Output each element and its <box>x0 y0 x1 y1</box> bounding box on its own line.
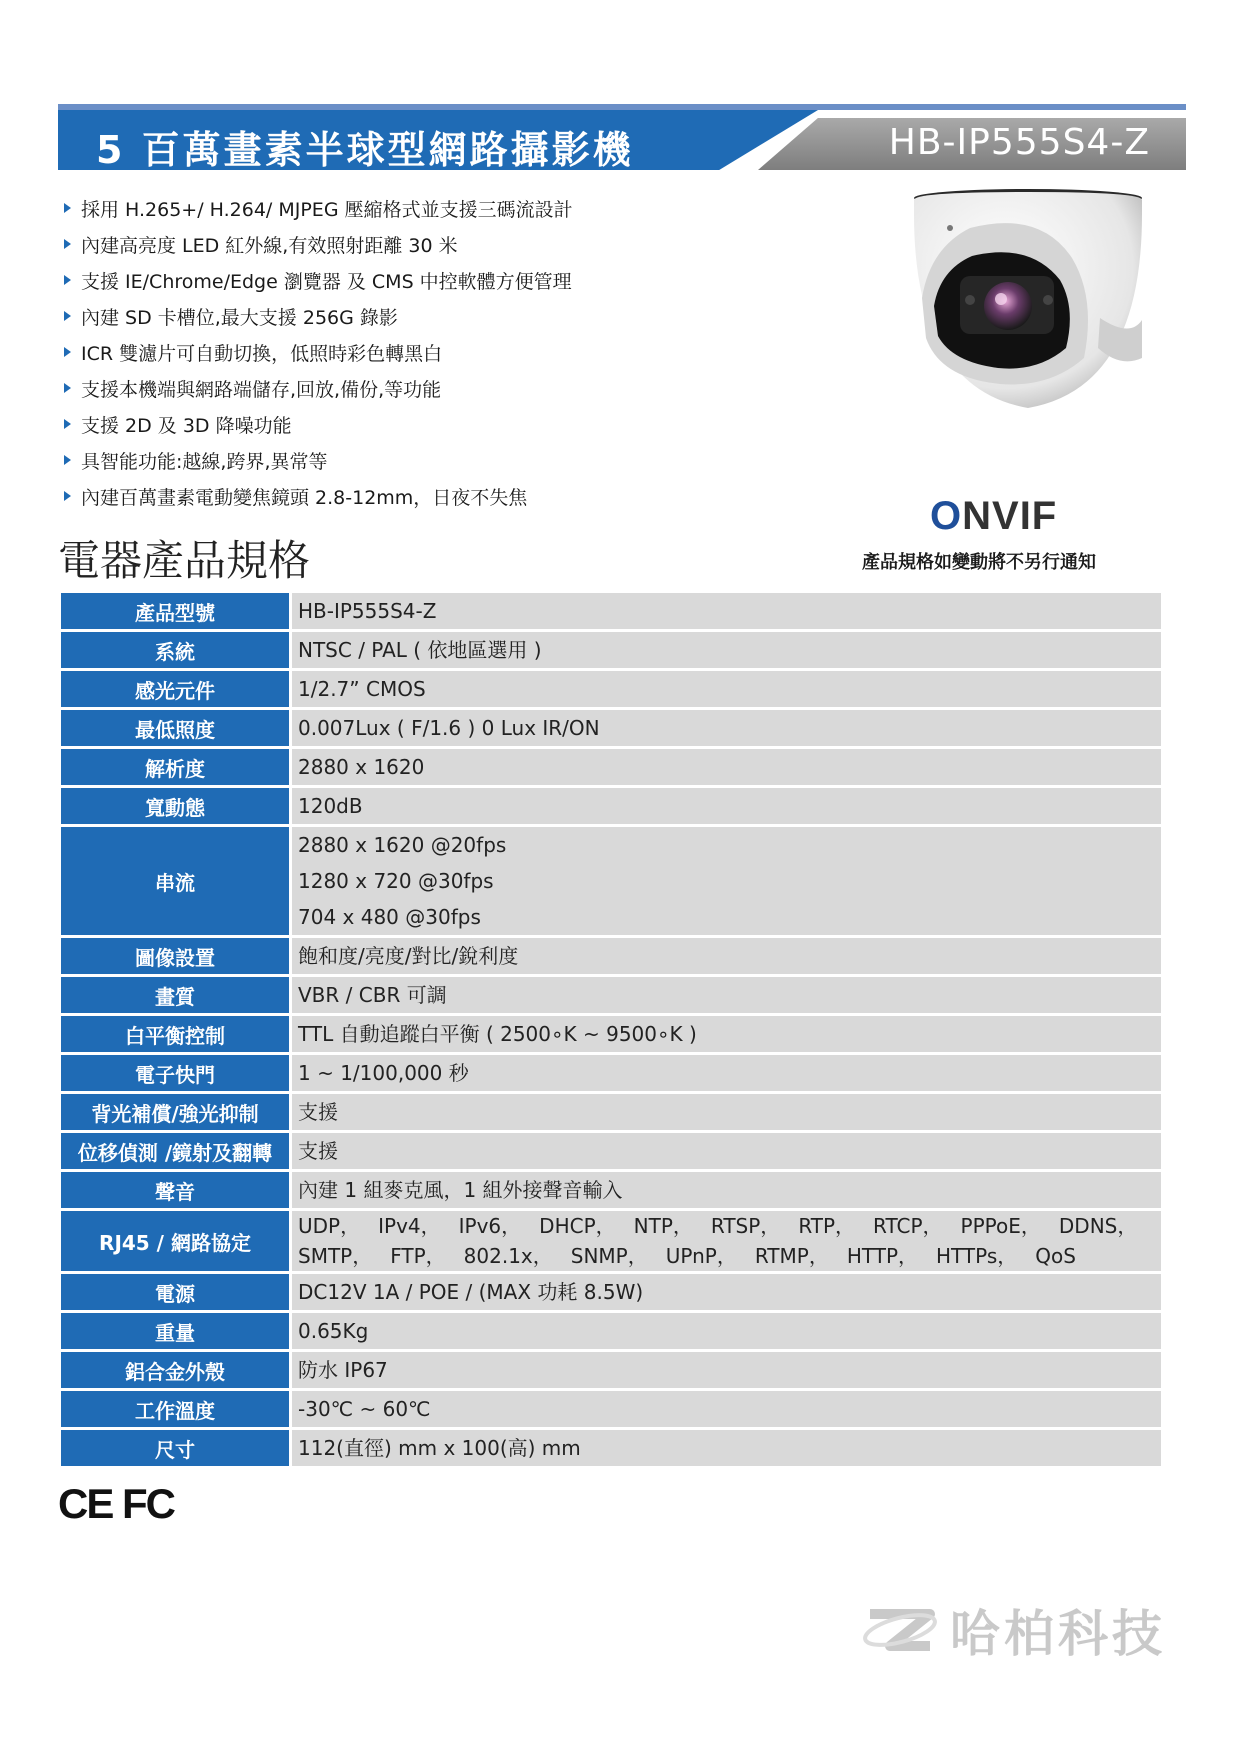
table-row <box>61 827 1161 935</box>
protocol-line-2: SMTP， FTP， 802.1x， SNMP， UPnP， RTMP， HTTP， HTTPs， QoS <box>298 1244 1076 1268</box>
onvif-logo: ONVIF <box>930 494 1058 538</box>
table-row <box>61 1211 1161 1271</box>
spec-label: 最低照度 <box>61 710 289 746</box>
page-title: 5 百萬畫素半球型網路攝影機 <box>96 128 634 172</box>
spec-value <box>292 1211 1161 1271</box>
table-row <box>61 593 1161 629</box>
spec-value: 飽和度/亮度/對比/銳利度 <box>292 938 1161 974</box>
spec-value: 支援 <box>292 1133 1161 1169</box>
spec-label: 電子快門 <box>61 1055 289 1091</box>
table-row <box>61 1172 1161 1208</box>
spec-label: 位移偵測 /鏡射及翻轉 <box>61 1133 289 1169</box>
section-title: 電器產品規格 <box>58 536 311 585</box>
triangle-bullet-icon <box>64 491 71 501</box>
spec-value: -30℃ ~ 60℃ <box>292 1391 1161 1427</box>
company-logo <box>860 1594 1166 1666</box>
spec-label: 尺寸 <box>61 1430 289 1466</box>
protocol-line-1: UDP， IPv4， IPv6， DHCP， NTP， RTSP， RTP， RTCP， PPPoE， DDNS， <box>298 1214 1138 1238</box>
table-row <box>61 788 1161 824</box>
table-row <box>61 710 1161 746</box>
triangle-bullet-icon <box>64 455 71 465</box>
spec-label: RJ45 / 網路協定 <box>61 1211 289 1271</box>
triangle-bullet-icon <box>64 203 71 213</box>
table-row <box>61 1016 1161 1052</box>
spec-table <box>58 590 1164 1469</box>
list-item: 支援本機端與網路端儲存,回放,備份,等功能 <box>58 370 573 406</box>
spec-label: 重量 <box>61 1313 289 1349</box>
table-row <box>61 1274 1161 1310</box>
list-item: 內建 SD 卡槽位,最大支援 256G 錄影 <box>58 298 573 334</box>
table-row <box>61 671 1161 707</box>
table-row <box>61 1055 1161 1091</box>
banner-top-stripe <box>58 104 1186 110</box>
spec-value: 防水 IP67 <box>292 1352 1161 1388</box>
list-item: 內建高亮度 LED 紅外線,有效照射距離 30 米 <box>58 226 573 262</box>
triangle-bullet-icon <box>64 347 71 357</box>
spec-label: 解析度 <box>61 749 289 785</box>
spec-label: 聲音 <box>61 1172 289 1208</box>
table-row <box>61 749 1161 785</box>
table-row <box>61 632 1161 668</box>
title-banner <box>58 104 1186 176</box>
table-row <box>61 977 1161 1013</box>
spec-value: 112(直徑) mm x 100(高) mm <box>292 1430 1161 1466</box>
list-item: 內建百萬畫素電動變焦鏡頭 2.8-12mm，日夜不失焦 <box>58 478 573 514</box>
table-row <box>61 1094 1161 1130</box>
triangle-bullet-icon <box>64 419 71 429</box>
spec-label: 鋁合金外殼 <box>61 1352 289 1388</box>
ce-fcc-certification-logo: CE FC <box>58 1480 174 1527</box>
list-item: 具智能功能:越線,跨界,異常等 <box>58 442 573 478</box>
spec-label: 感光元件 <box>61 671 289 707</box>
list-item: 支援 2D 及 3D 降噪功能 <box>58 406 573 442</box>
spec-label: 串流 <box>61 827 289 935</box>
spec-label: 背光補償/強光抑制 <box>61 1094 289 1130</box>
table-row <box>61 1352 1161 1388</box>
spec-value: VBR / CBR 可調 <box>292 977 1161 1013</box>
list-item: 支援 IE/Chrome/Edge 瀏覽器 及 CMS 中控軟體方便管理 <box>58 262 573 298</box>
spec-value: 0.007Lux ( F/1.6 ) 0 Lux IR/ON <box>292 710 1161 746</box>
dome-camera-image <box>900 188 1150 420</box>
table-row <box>61 938 1161 974</box>
spec-label: 產品型號 <box>61 593 289 629</box>
model-number: HB-IP555S4-Z <box>888 122 1150 163</box>
spec-value: 0.65Kg <box>292 1313 1161 1349</box>
spec-label: 電源 <box>61 1274 289 1310</box>
list-item: ICR 雙濾片可自動切換，低照時彩色轉黑白 <box>58 334 573 370</box>
spec-value: 1 ~ 1/100,000 秒 <box>292 1055 1161 1091</box>
table-row <box>61 1430 1161 1466</box>
spec-change-notice: 產品規格如變動將不另行通知 <box>862 552 1096 573</box>
spec-label: 系統 <box>61 632 289 668</box>
spec-value: 支援 <box>292 1094 1161 1130</box>
triangle-bullet-icon <box>64 275 71 285</box>
feature-list <box>58 190 573 514</box>
company-z-icon <box>860 1600 940 1660</box>
spec-value: 2880 x 1620 @20fps 1280 x 720 @30fps 704 x 480 @30fps <box>292 827 1161 935</box>
triangle-bullet-icon <box>64 311 71 321</box>
spec-label: 圖像設置 <box>61 938 289 974</box>
spec-label: 寬動態 <box>61 788 289 824</box>
company-name: 哈柏科技 <box>950 1605 1166 1663</box>
spec-label: 工作溫度 <box>61 1391 289 1427</box>
spec-value: 2880 x 1620 <box>292 749 1161 785</box>
spec-value: TTL 自動追蹤白平衡 ( 2500∘K ~ 9500∘K ) <box>292 1016 1161 1052</box>
spec-label: 畫質 <box>61 977 289 1013</box>
spec-value: 內建 1 組麥克風，1 組外接聲音輸入 <box>292 1172 1161 1208</box>
spec-value: DC12V 1A / POE / (MAX 功耗 8.5W) <box>292 1274 1161 1310</box>
list-item: 採用 H.265+/ H.264/ MJPEG 壓縮格式並支援三碼流設計 <box>58 190 573 226</box>
spec-value: NTSC / PAL ( 依地區選用 ) <box>292 632 1161 668</box>
table-row <box>61 1313 1161 1349</box>
spec-value: 1/2.7” CMOS <box>292 671 1161 707</box>
spec-value: 120dB <box>292 788 1161 824</box>
spec-label: 白平衡控制 <box>61 1016 289 1052</box>
triangle-bullet-icon <box>64 383 71 393</box>
table-row <box>61 1133 1161 1169</box>
triangle-bullet-icon <box>64 239 71 249</box>
spec-value: HB-IP555S4-Z <box>292 593 1161 629</box>
table-row <box>61 1391 1161 1427</box>
